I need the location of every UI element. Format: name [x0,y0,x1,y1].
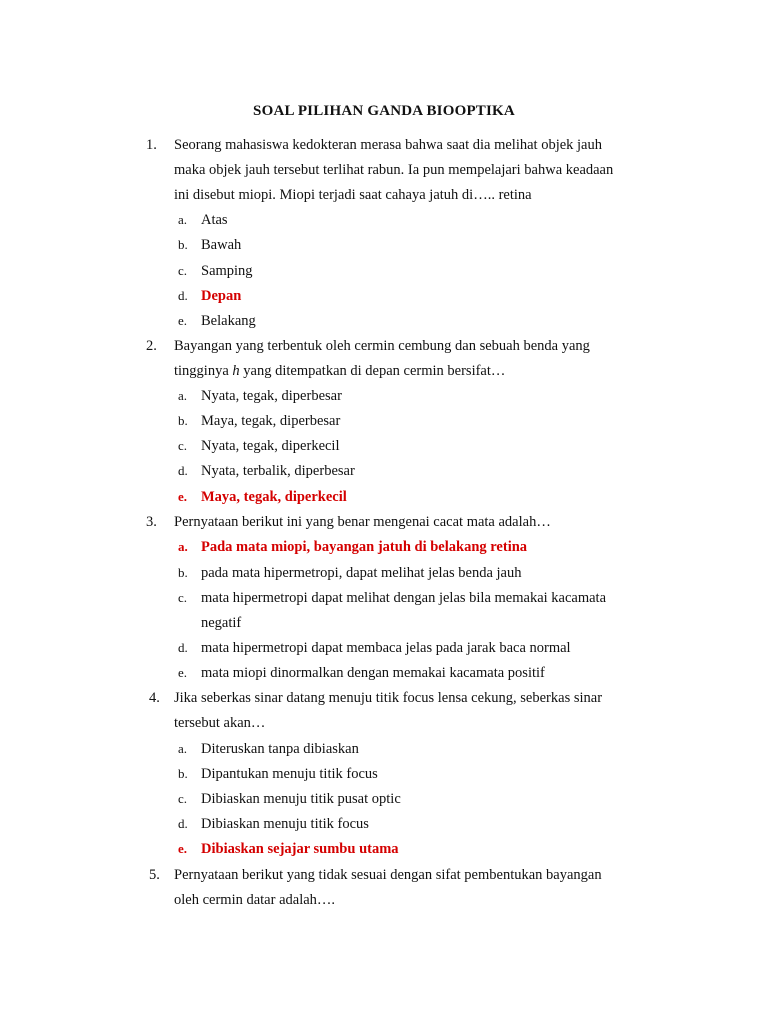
question-2-option-c-letter: c. [178,438,188,453]
question-1-option-b-letter: b. [178,237,188,252]
question-3-option-b-text: pada mata hipermetropi, dapat melihat jelas benda jauh [201,565,522,581]
question-4-text-line-2: tersebut akan… [174,715,266,731]
question-2-option-e-text-correct: Maya, tegak, diperkecil [201,489,347,505]
question-4-option-a-text: Diteruskan tanpa dibiaskan [201,741,359,757]
question-2-option-a-text: Nyata, tegak, diperbesar [201,388,342,404]
question-2-text-part-1: tingginya [174,363,229,379]
question-4-option-a-letter: a. [178,741,188,756]
question-1-option-a-letter: a. [178,212,188,227]
question-1-number: 1. [146,137,157,153]
question-4-option-b-letter: b. [178,766,188,781]
question-1-option-e-text: Belakang [201,313,256,329]
question-3-text-line-1: Pernyataan berikut ini yang benar mengenai cacat mata adalah… [174,514,551,530]
question-3-option-b-letter: b. [178,565,188,580]
question-1-option-c-letter: c. [178,263,188,278]
question-1-text-line-3: ini disebut miopi. Miopi terjadi saat cahaya jatuh di….. retina [174,187,532,203]
question-3-option-c-letter: c. [178,590,188,605]
question-2-option-a-letter: a. [178,388,188,403]
question-1-text-line-1: Seorang mahasiswa kedokteran merasa bahwa saat dia melihat objek jauh [174,137,602,153]
question-3-option-a-letter: a. [178,539,188,554]
question-2-text-part-2: yang ditempatkan di depan cermin bersifat… [243,363,506,379]
question-5-text-line-2: oleh cermin datar adalah…. [174,892,336,908]
question-4-option-d-letter: d. [178,816,188,831]
question-1-option-d-text-correct: Depan [201,288,242,304]
question-4-option-c-letter: c. [178,791,188,806]
question-3-option-d-text: mata hipermetropi dapat membaca jelas pada jarak baca normal [201,640,571,656]
question-3-option-e-text: mata miopi dinormalkan dengan memakai kacamata positif [201,665,545,681]
question-3-option-c-text: mata hipermetropi dapat melihat dengan jelas bila memakai kacamata [201,590,607,606]
question-4-option-b-text: Dipantukan menuju titik focus [201,766,378,782]
question-3-number: 3. [146,514,157,530]
question-2-option-d-text: Nyata, terbalik, diperbesar [201,463,355,479]
question-3-option-e-letter: e. [178,665,188,680]
question-2-option-b-letter: b. [178,413,188,428]
document-title: SOAL PILIHAN GANDA BIOOPTIKA [253,103,515,119]
question-4-number: 4. [149,690,160,706]
question-5-number: 5. [149,867,160,883]
question-5-text-line-1: Pernyataan berikut yang tidak sesuai dengan sifat pembentukan bayangan [174,867,602,883]
question-4-option-e-letter: e. [178,841,188,856]
question-2-option-d-letter: d. [178,463,188,478]
question-1-option-d-letter: d. [178,288,188,303]
question-4-option-c-text: Dibiaskan menuju titik pusat optic [201,791,401,807]
question-2-option-e-letter: e. [178,489,188,504]
question-4-option-d-text: Dibiaskan menuju titik focus [201,816,369,832]
question-3-option-d-letter: d. [178,640,188,655]
question-2-option-b-text: Maya, tegak, diperbesar [201,413,341,429]
question-3-option-a-text-correct: Pada mata miopi, bayangan jatuh di belakang retina [201,539,528,555]
question-2-text-line-2 [174,362,505,380]
question-1-option-a-text: Atas [201,212,228,228]
question-2-variable-h: h [232,363,240,379]
question-1-option-c-text: Samping [201,263,253,279]
question-1-option-e-letter: e. [178,313,188,328]
question-1-text-line-2: maka objek jauh tersebut terlihat rabun. Ia pun mempelajari bahwa keadaan [174,162,614,178]
question-3-option-c-text-continued: negatif [201,615,242,631]
question-2-text-line-1: Bayangan yang terbentuk oleh cermin cembung dan sebuah benda yang [174,338,590,354]
question-2-option-c-text: Nyata, tegak, diperkecil [201,438,340,454]
question-2-number: 2. [146,338,157,354]
question-4-option-e-text-correct: Dibiaskan sejajar sumbu utama [201,841,399,857]
question-1-option-b-text: Bawah [201,237,242,253]
question-4-text-line-1: Jika seberkas sinar datang menuju titik focus lensa cekung, seberkas sinar [174,690,603,706]
